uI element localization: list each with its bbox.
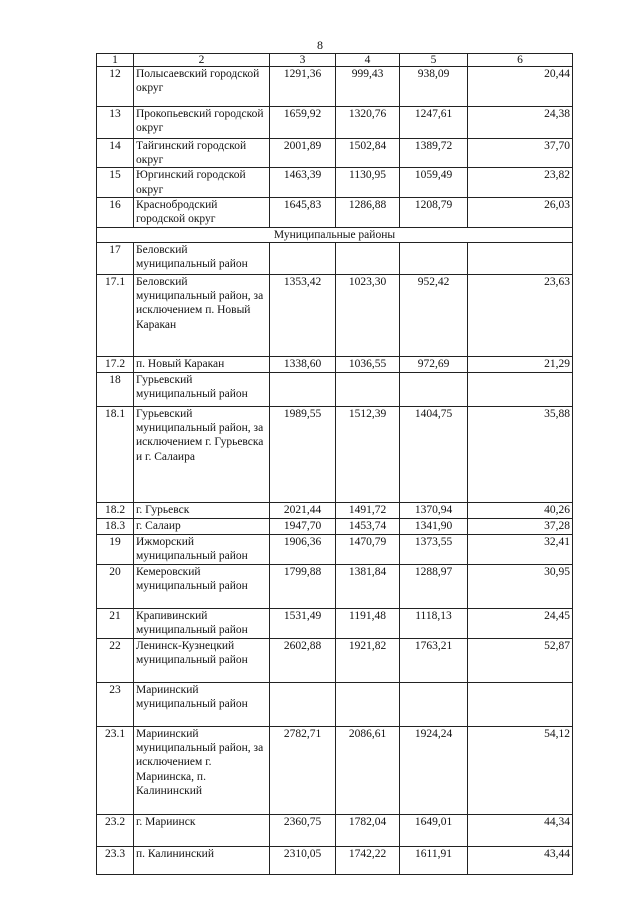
value-col6-cell xyxy=(468,243,573,275)
district-name-cell: Гурьевский муниципальный район xyxy=(134,373,270,407)
value-col4-cell: 1191,48 xyxy=(336,609,400,639)
row-number-cell: 17 xyxy=(97,243,134,275)
value-col6-cell xyxy=(468,683,573,727)
value-col3-cell: 1906,36 xyxy=(270,535,336,565)
table-row xyxy=(97,847,573,875)
value-col6-cell: 21,29 xyxy=(468,357,573,373)
table-row xyxy=(97,639,573,683)
header-row xyxy=(97,54,573,67)
table-row xyxy=(97,503,573,519)
value-col6-cell: 40,26 xyxy=(468,503,573,519)
district-name-cell: г. Гурьевск xyxy=(134,503,270,519)
value-col6-cell: 37,28 xyxy=(468,519,573,535)
row-number-cell: 19 xyxy=(97,535,134,565)
value-col5-cell: 1404,75 xyxy=(400,407,468,503)
header-cell: 5 xyxy=(400,54,468,67)
section-row xyxy=(97,227,573,242)
value-col6-cell: 52,87 xyxy=(468,639,573,683)
value-col5-cell: 1059,49 xyxy=(400,168,468,197)
header-cell: 2 xyxy=(134,54,270,67)
value-col5-cell: 1373,55 xyxy=(400,535,468,565)
table-row xyxy=(97,197,573,227)
value-col3-cell: 1338,60 xyxy=(270,357,336,373)
value-col4-cell: 1782,04 xyxy=(336,815,400,847)
row-number-cell: 21 xyxy=(97,609,134,639)
district-name-cell: Кемеровский муниципальный район xyxy=(134,565,270,609)
tariff-table xyxy=(96,53,573,875)
value-col5-cell: 1611,91 xyxy=(400,847,468,875)
district-name-cell: п. Новый Каракан xyxy=(134,357,270,373)
value-col4-cell: 1381,84 xyxy=(336,565,400,609)
table-row xyxy=(97,67,573,107)
district-name-cell: Крапивинский муниципальный район xyxy=(134,609,270,639)
value-col3-cell: 2001,89 xyxy=(270,139,336,168)
value-col3-cell: 1291,36 xyxy=(270,67,336,107)
value-col5-cell xyxy=(400,243,468,275)
value-col3-cell: 2310,05 xyxy=(270,847,336,875)
row-number-cell: 18 xyxy=(97,373,134,407)
district-name-cell: п. Калининский xyxy=(134,847,270,875)
value-col6-cell: 23,82 xyxy=(468,168,573,197)
value-col5-cell: 1649,01 xyxy=(400,815,468,847)
value-col6-cell: 35,88 xyxy=(468,407,573,503)
header-cell: 3 xyxy=(270,54,336,67)
row-number-cell: 13 xyxy=(97,107,134,139)
value-col3-cell xyxy=(270,373,336,407)
table-row xyxy=(97,535,573,565)
row-number-cell: 23.1 xyxy=(97,727,134,815)
value-col5-cell: 938,09 xyxy=(400,67,468,107)
row-number-cell: 20 xyxy=(97,565,134,609)
value-col6-cell: 30,95 xyxy=(468,565,573,609)
row-number-cell: 17.1 xyxy=(97,275,134,357)
row-number-cell: 18.2 xyxy=(97,503,134,519)
row-number-cell: 15 xyxy=(97,168,134,197)
table-row xyxy=(97,727,573,815)
row-number-cell: 23.2 xyxy=(97,815,134,847)
table-row xyxy=(97,357,573,373)
value-col3-cell: 2360,75 xyxy=(270,815,336,847)
value-col3-cell: 1463,39 xyxy=(270,168,336,197)
page-number: 8 xyxy=(317,38,323,52)
row-number-cell: 23.3 xyxy=(97,847,134,875)
header-cell: 4 xyxy=(336,54,400,67)
header-cell: 6 xyxy=(468,54,573,67)
row-number-cell: 14 xyxy=(97,139,134,168)
value-col4-cell: 1130,95 xyxy=(336,168,400,197)
district-name-cell: г. Салаир xyxy=(134,519,270,535)
table-row xyxy=(97,609,573,639)
value-col4-cell: 1512,39 xyxy=(336,407,400,503)
value-col3-cell: 1353,42 xyxy=(270,275,336,357)
value-col5-cell: 1118,13 xyxy=(400,609,468,639)
value-col5-cell: 1208,79 xyxy=(400,197,468,227)
value-col4-cell: 1286,88 xyxy=(336,197,400,227)
value-col6-cell: 32,41 xyxy=(468,535,573,565)
value-col3-cell: 1645,83 xyxy=(270,197,336,227)
value-col4-cell: 1023,30 xyxy=(336,275,400,357)
row-number-cell: 23 xyxy=(97,683,134,727)
value-col6-cell: 24,38 xyxy=(468,107,573,139)
row-number-cell: 17.2 xyxy=(97,357,134,373)
table-row xyxy=(97,243,573,275)
value-col4-cell: 2086,61 xyxy=(336,727,400,815)
table-row xyxy=(97,107,573,139)
district-name-cell: Полысаевский городской округ xyxy=(134,67,270,107)
district-name-cell: Краснобродский городской округ xyxy=(134,197,270,227)
value-col5-cell: 1370,94 xyxy=(400,503,468,519)
table-row xyxy=(97,139,573,168)
value-col4-cell: 1921,82 xyxy=(336,639,400,683)
table-row xyxy=(97,519,573,535)
value-col5-cell: 1341,90 xyxy=(400,519,468,535)
value-col4-cell xyxy=(336,243,400,275)
district-name-cell: Беловский муниципальный район, за исключением п. Новый Каракан xyxy=(134,275,270,357)
district-name-cell: Мариинский муниципальный район xyxy=(134,683,270,727)
table-row xyxy=(97,275,573,357)
value-col3-cell xyxy=(270,243,336,275)
value-col4-cell: 1036,55 xyxy=(336,357,400,373)
district-name-cell: Ленинск-Кузнецкий муниципальный район xyxy=(134,639,270,683)
row-number-cell: 22 xyxy=(97,639,134,683)
value-col3-cell: 1947,70 xyxy=(270,519,336,535)
value-col4-cell: 1453,74 xyxy=(336,519,400,535)
value-col4-cell xyxy=(336,373,400,407)
value-col6-cell: 24,45 xyxy=(468,609,573,639)
value-col3-cell: 1531,49 xyxy=(270,609,336,639)
row-number-cell: 12 xyxy=(97,67,134,107)
value-col6-cell: 43,44 xyxy=(468,847,573,875)
district-name-cell: Беловский муниципальный район xyxy=(134,243,270,275)
table-row xyxy=(97,407,573,503)
value-col5-cell: 1288,97 xyxy=(400,565,468,609)
value-col3-cell: 1799,88 xyxy=(270,565,336,609)
value-col5-cell: 1247,61 xyxy=(400,107,468,139)
value-col5-cell: 1763,21 xyxy=(400,639,468,683)
value-col6-cell: 44,34 xyxy=(468,815,573,847)
value-col6-cell: 20,44 xyxy=(468,67,573,107)
value-col5-cell: 1924,24 xyxy=(400,727,468,815)
header-cell: 1 xyxy=(97,54,134,67)
value-col6-cell xyxy=(468,373,573,407)
district-name-cell: Тайгинский городской округ xyxy=(134,139,270,168)
value-col5-cell: 1389,72 xyxy=(400,139,468,168)
table-row xyxy=(97,168,573,197)
row-number-cell: 18.1 xyxy=(97,407,134,503)
table-row xyxy=(97,815,573,847)
district-name-cell: Прокопьевский городской округ xyxy=(134,107,270,139)
row-number-cell: 16 xyxy=(97,197,134,227)
value-col6-cell: 54,12 xyxy=(468,727,573,815)
value-col3-cell: 1989,55 xyxy=(270,407,336,503)
table-row xyxy=(97,565,573,609)
value-col3-cell: 2602,88 xyxy=(270,639,336,683)
value-col4-cell: 1491,72 xyxy=(336,503,400,519)
value-col3-cell: 2021,44 xyxy=(270,503,336,519)
value-col6-cell: 26,03 xyxy=(468,197,573,227)
value-col4-cell xyxy=(336,683,400,727)
table-row xyxy=(97,373,573,407)
value-col4-cell: 1502,84 xyxy=(336,139,400,168)
value-col6-cell: 23,63 xyxy=(468,275,573,357)
value-col3-cell: 1659,92 xyxy=(270,107,336,139)
value-col4-cell: 1742,22 xyxy=(336,847,400,875)
section-title: Муниципальные районы xyxy=(97,227,573,242)
row-number-cell: 18.3 xyxy=(97,519,134,535)
district-name-cell: г. Мариинск xyxy=(134,815,270,847)
value-col6-cell: 37,70 xyxy=(468,139,573,168)
value-col5-cell xyxy=(400,373,468,407)
table-row xyxy=(97,683,573,727)
value-col5-cell: 972,69 xyxy=(400,357,468,373)
value-col4-cell: 1470,79 xyxy=(336,535,400,565)
district-name-cell: Юргинский городской округ xyxy=(134,168,270,197)
value-col3-cell xyxy=(270,683,336,727)
district-name-cell: Гурьевский муниципальный район, за исключением г. Гурьевска и г. Салаира xyxy=(134,407,270,503)
district-name-cell: Ижморский муниципальный район xyxy=(134,535,270,565)
district-name-cell: Мариинский муниципальный район, за исключением г. Мариинска, п. Калининский xyxy=(134,727,270,815)
value-col5-cell xyxy=(400,683,468,727)
value-col4-cell: 1320,76 xyxy=(336,107,400,139)
value-col4-cell: 999,43 xyxy=(336,67,400,107)
value-col3-cell: 2782,71 xyxy=(270,727,336,815)
value-col5-cell: 952,42 xyxy=(400,275,468,357)
